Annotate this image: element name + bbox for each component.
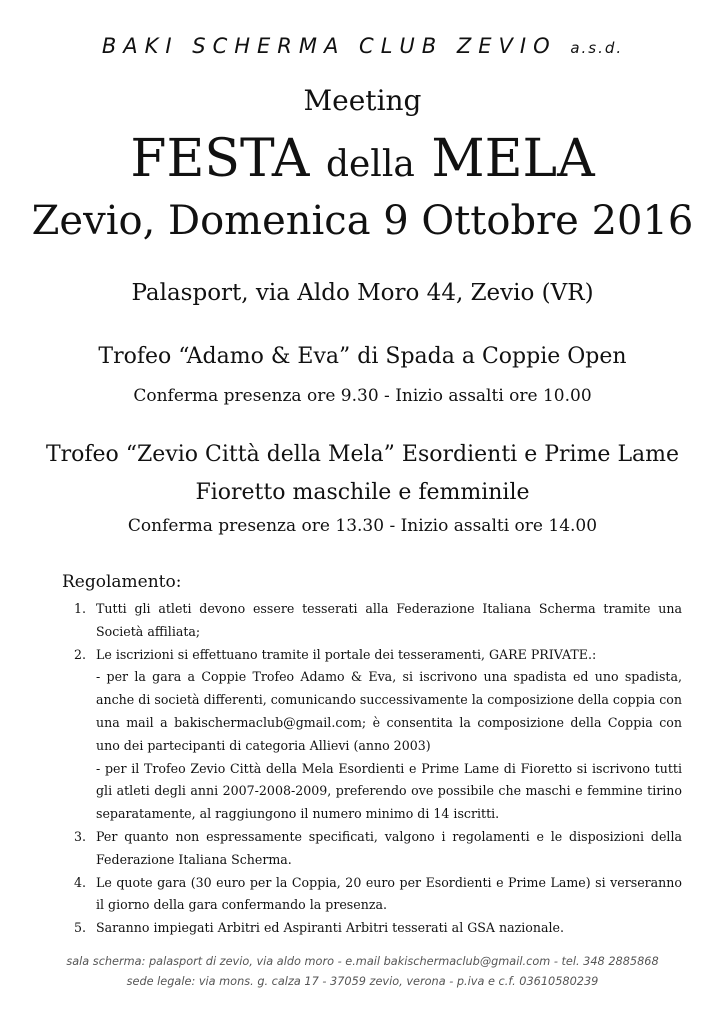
rule-number: 1. [74, 601, 87, 616]
meeting-label: Meeting [303, 84, 422, 117]
rule-item [70, 917, 682, 940]
event-title-part2: della [325, 144, 415, 185]
footer-line2: sede legale: via mons. g. calza 17 - 37059 zevio, verona - p.iva e c.f. 03610580239 [126, 975, 599, 988]
club-name [0, 34, 725, 58]
rule-text: Saranno impiegati Arbitri ed Aspiranti Arbitri tesserati al GSA nazionale. [96, 920, 564, 936]
rule-text: Tutti gli atleti devono essere tesserati alla Federazione Italiana Scherma tramite una Società affiliata; [96, 601, 682, 639]
rule-item [70, 826, 682, 872]
rule-item [70, 644, 682, 826]
rule-number: 3. [74, 828, 87, 844]
rule-number: 2. [74, 646, 87, 662]
regolamento-title: Regolamento: [62, 572, 182, 592]
rule-text: Per quanto non espressamente specificati, valgono i regolamenti e le disposizioni della Federazione Italiana Scherma. [96, 828, 682, 867]
club-name-text: BAKI SCHERMA CLUB ZEVIO [101, 34, 557, 58]
rule-number: 4. [74, 874, 87, 890]
rule-number: 5. [74, 920, 87, 936]
rule-text: Le iscrizioni si effettuano tramite il portale dei tesseramenti, GARE PRIVATE.: [96, 646, 597, 662]
footer-line1: sala scherma: palasport di zevio, via aldo moro - e.mail bakischermaclub@gmail.com - tel. 348 2885868 [66, 955, 659, 968]
event-date: Zevio, Domenica 9 Ottobre 2016 [31, 198, 694, 244]
rule-item [70, 872, 682, 918]
event-title-part3: MELA [431, 129, 595, 189]
trophy2-subtitle: Fioretto maschile e femminile [195, 480, 530, 505]
footer [0, 952, 725, 992]
trophy2-title: Trofeo “Zevio Città della Mela” Esordienti e Prime Lame [45, 442, 680, 467]
rule-subitem: - per il Trofeo Zevio Città della Mela Esordienti e Prime Lame di Fioretto si iscrivono tutti gli atleti degli anni 2007-2008-2009, preferendo ove possibile che maschi e femmine tirino separatamente, al raggiungono il numero minimo di 14 iscritti. [96, 760, 682, 822]
rule-item [70, 598, 682, 644]
trophy1-schedule: Conferma presenza ore 9.30 - Inizio assalti ore 10.00 [133, 386, 592, 406]
rule-subitem: - per la gara a Coppie Trofeo Adamo & Eva, si iscrivono una spadista ed uno spadista, anche di società differenti, comunicando successivamente la composizione della coppia con una mail a bakischermaclub@gmail.com; è consentita la composizione della Coppia con uno dei partecipanti di categoria Allievi (anno 2003) [96, 669, 682, 753]
rules-list [70, 598, 682, 940]
venue: Palasport, via Aldo Moro 44, Zevio (VR) [131, 280, 594, 306]
trophy2-schedule: Conferma presenza ore 13.30 - Inizio assalti ore 14.00 [127, 516, 598, 536]
club-suffix: a.s.d. [570, 39, 624, 57]
trophy1-title: Trofeo “Adamo & Eva” di Spada a Coppie Open [98, 344, 627, 369]
event-title-part1: FESTA [130, 129, 310, 189]
rule-text: Le quote gara (30 euro per la Coppia, 20 euro per Esordienti e Prime Lame) si verseranno il giorno della gara confermando la presenza. [96, 874, 682, 913]
event-title [0, 128, 725, 196]
